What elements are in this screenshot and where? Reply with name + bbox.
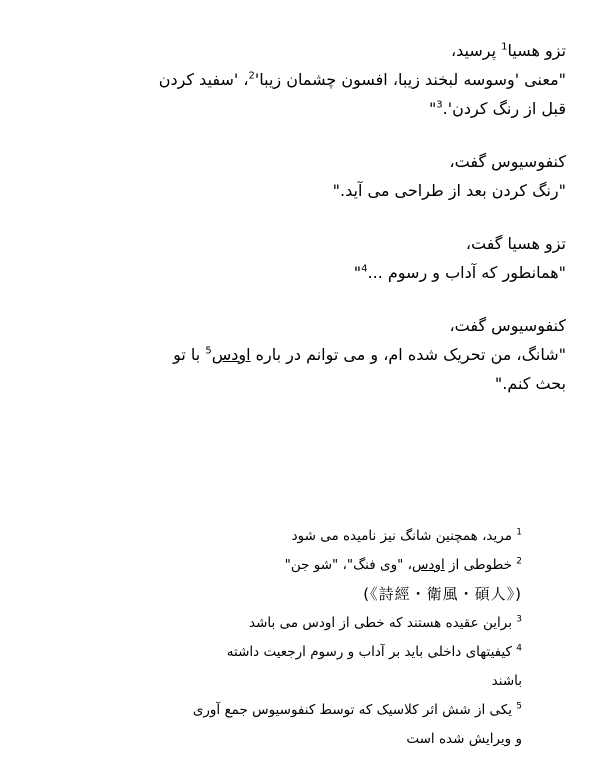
speaker-tzu-hsia: تزو هسیا xyxy=(507,41,566,60)
dialogue-text xyxy=(66,36,566,398)
footnote-5-cont: و ویرایش شده است xyxy=(406,731,522,747)
footnotes xyxy=(82,522,522,754)
paragraph-3-line-1: تزو هسیا گفت، xyxy=(465,234,566,253)
footnote-ref-5[interactable]: 5 xyxy=(205,345,212,357)
paragraph-3-line-2 xyxy=(66,258,566,287)
paragraph-1-line-2 xyxy=(66,65,566,94)
quote-rites: "همانطور که آداب و رسوم ... xyxy=(367,263,566,282)
footnote-mark-4: 4 xyxy=(516,643,522,654)
paragraph-4-line-1: کنفوسیوس گفت، xyxy=(449,316,566,335)
quote-with-you: با تو xyxy=(173,345,206,364)
footnote-2: $^2$ خطوطی از اودس، "وی فنگ"، "شو جن" xyxy=(284,556,522,573)
verb-asked: پرسید، xyxy=(450,41,502,60)
quote-part-3: قبل از رنگ کردن'. xyxy=(442,99,566,118)
footnote-2-source: (《詩經・衛風・碩人》) xyxy=(363,585,522,603)
closing-quote: " xyxy=(353,263,362,282)
footnote-mark-1: 1 xyxy=(516,527,522,538)
paragraph-4-line-2 xyxy=(66,340,566,369)
quote-part-1: "معنی 'وسوسه لبخند زیبا، افسون چشمان زیبا' xyxy=(254,70,566,89)
footnote-mark-2: 2 xyxy=(516,556,522,567)
footnote-4-cont: باشند xyxy=(491,673,522,689)
footnote-5: $^5$ یکی از شش اثر کلاسیک که توسط کنفوسیوس جمع آوری xyxy=(192,701,522,718)
quote-shang: "شانگ، من تحریک شده ام، و می توانم در باره xyxy=(250,345,566,364)
footnote-ref-1[interactable]: 1 xyxy=(501,41,508,53)
footnote-4: $^4$ کیفیتهای داخلی باید بر آداب و رسوم ارجعیت داشته xyxy=(226,643,522,660)
footnote-3: $^3$ براین عقیده هستند که خطی از اودس می باشد xyxy=(249,614,522,631)
paragraph-4-line-3: بحث کنم." xyxy=(494,374,566,393)
paragraph-2-line-1: کنفوسیوس گفت، xyxy=(449,152,566,171)
paragraph-1-line-1 xyxy=(66,36,566,65)
footnote-ref-2[interactable]: 2 xyxy=(248,70,255,82)
odes-link-footnote[interactable]: اودس xyxy=(411,557,445,573)
paragraph-2-line-2: "رنگ کردن بعد از طراحی می آید." xyxy=(332,181,566,200)
footnote-1: $^1$ مرید، همچنین شانگ نیز نامیده می شود xyxy=(291,527,522,544)
footnote-mark-3: 3 xyxy=(516,614,522,625)
footnote-mark-5: 5 xyxy=(516,701,522,712)
closing-quote: " xyxy=(428,99,437,118)
footnote-ref-3[interactable]: 3 xyxy=(436,99,443,111)
odes-link[interactable]: اودس xyxy=(211,345,251,364)
quote-part-2: ، 'سفید کردن xyxy=(158,70,249,89)
paragraph-1-line-3 xyxy=(66,94,566,123)
footnote-ref-4[interactable]: 4 xyxy=(361,263,368,275)
